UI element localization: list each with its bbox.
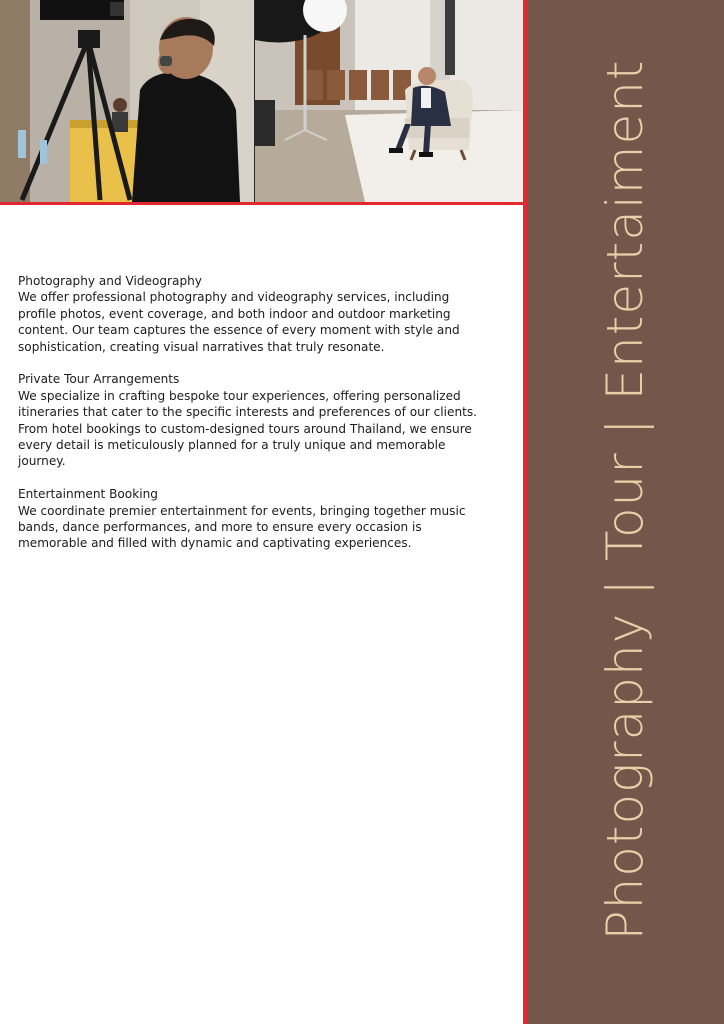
section-private-tour [18,371,478,469]
section-heading: Photography and Videography [18,274,202,288]
section-body: We coordinate premier entertainment for events, bringing together music bands, dance performances, and more to ensure every occasion is memorable and filled with dynamic and captivating experiences. [18,503,466,551]
studio-photo-illustration [255,0,524,202]
services-content [18,273,478,568]
videographer-photo-illustration [0,0,254,202]
sidebar-panel [527,0,724,1024]
sidebar-title: Photography | Tour | Entertaiment [596,59,654,941]
videographer-photo [0,0,254,202]
section-heading: Entertainment Booking [18,487,158,502]
section-photography [18,273,478,355]
photo-strip [0,0,524,202]
horizontal-accent-rule [0,202,526,205]
section-body: We offer professional photography and videography services, including profile photos, event coverage, and both indoor and outdoor marketing content. Our team captures the essence of every moment with style and sophistication, creating visual narratives that truly resonate. [18,290,460,354]
section-entertainment [18,486,478,552]
studio-photo [255,0,524,202]
section-heading: Private Tour Arrangements [18,372,180,387]
section-body: We specialize in crafting bespoke tour experiences, offering personalized itineraries that cater to the specific interests and preferences of our clients. From hotel bookings to custom-designed tours around Thailand, we ensure every detail is meticulously planned for a truly unique and memorable journey. [18,388,477,469]
